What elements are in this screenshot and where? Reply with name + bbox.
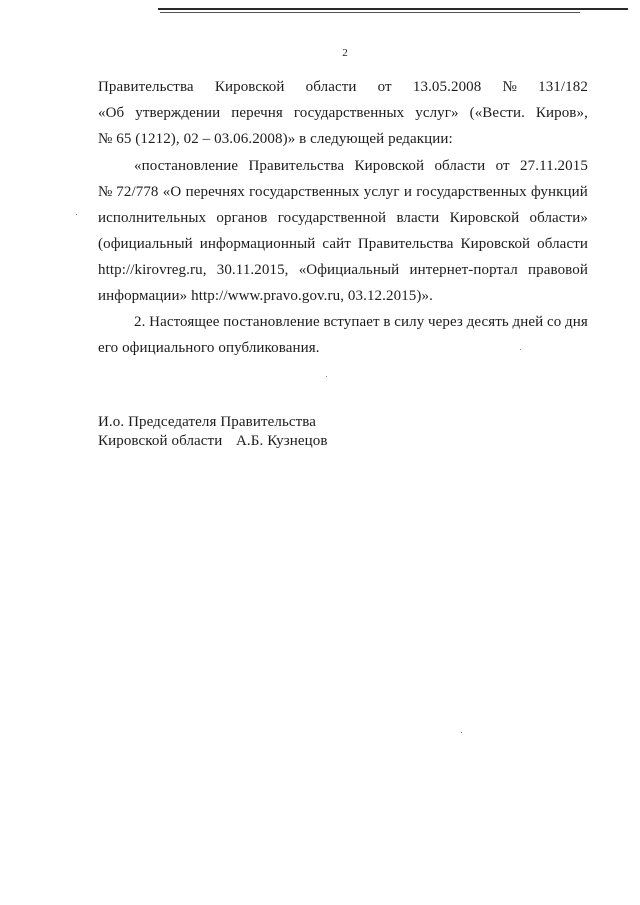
word: силу (394, 314, 425, 330)
top-border-line (158, 8, 628, 10)
word: десять (466, 314, 509, 330)
word: Настоящее (149, 314, 220, 330)
word: от (495, 158, 510, 174)
page-number: 2 (342, 47, 348, 59)
word: государственных (416, 184, 527, 200)
word: перечня (231, 105, 283, 121)
paragraph-2-line-1 (134, 157, 588, 175)
word: перечнях (185, 184, 245, 200)
word: государственных (249, 184, 360, 200)
word: и (403, 184, 412, 200)
word: вступает (323, 314, 380, 330)
word: сайт (322, 236, 351, 252)
word: 131/182 (538, 79, 588, 95)
paragraph-2-line-3 (98, 209, 588, 227)
word: «Официальный (298, 262, 400, 278)
signatory-title-line-2: Кировской области (98, 433, 223, 449)
word: Правительства (248, 158, 345, 174)
word: через (427, 314, 463, 330)
word: функций (530, 184, 588, 200)
word: области (305, 79, 357, 95)
word: дней (512, 314, 544, 330)
word: Правительства (357, 236, 454, 252)
paragraph-3-line-2: его официального опубликования. (98, 340, 320, 356)
paragraph-2-line-4 (98, 235, 588, 253)
word: 30.11.2015, (216, 262, 289, 278)
word: правовой (528, 262, 588, 278)
word: области (537, 236, 588, 252)
word: 13.05.2008 (412, 79, 482, 95)
word: 27.11.2015 (520, 158, 588, 174)
top-border-line-thin (160, 12, 580, 13)
scan-speck (326, 376, 327, 377)
word: Правительства (98, 79, 194, 95)
word: Кировской (214, 79, 285, 95)
word: Кировской (354, 158, 425, 174)
paragraph-1-line-3: № 65 (1212), 02 – 03.06.2008)» в следующей редакции: (98, 131, 453, 147)
paragraph-2-line-6: информации» http://www.pravo.gov.ru, 03.12.2015)». (98, 288, 433, 304)
signatory-name: А.Б. Кузнецов (236, 433, 328, 449)
word: «О (162, 184, 182, 200)
word: утверждении (135, 105, 221, 121)
word: 2. (134, 314, 146, 330)
word: «Об (98, 105, 125, 121)
paragraph-2-line-2 (98, 183, 588, 201)
paragraph-3-line-1 (134, 313, 588, 331)
word: области» (529, 210, 588, 226)
paragraph-1-line-2 (98, 104, 588, 122)
word: дня (565, 314, 588, 330)
word: органов (216, 210, 268, 226)
word: государственной (277, 210, 387, 226)
word: услуг» (415, 105, 459, 121)
word: в (383, 314, 391, 330)
word: Кировской (449, 210, 520, 226)
word: («Вести. (469, 105, 525, 121)
word: власти (396, 210, 440, 226)
word: Кировской (460, 236, 531, 252)
word: от (377, 79, 392, 95)
word: постановление (223, 314, 320, 330)
word: государственных (293, 105, 405, 121)
signatory-title-line-1: И.о. Председателя Правительства (98, 414, 317, 430)
word: исполнительных (98, 210, 207, 226)
scan-speck (76, 214, 77, 215)
word: области (434, 158, 486, 174)
scan-speck (461, 732, 462, 733)
paragraph-1-line-1 (98, 78, 588, 96)
word: интернет-портал (409, 262, 518, 278)
word: Киров», (535, 105, 588, 121)
word: № 72/778 (98, 184, 159, 200)
word: http://kirovreg.ru, (98, 262, 207, 278)
word: (официальный (98, 236, 193, 252)
paragraph-2-line-5 (98, 261, 588, 279)
word: услуг (363, 184, 400, 200)
word: со (546, 314, 562, 330)
word: № (502, 79, 517, 95)
word: «постановление (134, 158, 239, 174)
word: информационный (199, 236, 316, 252)
scan-speck (520, 349, 521, 350)
